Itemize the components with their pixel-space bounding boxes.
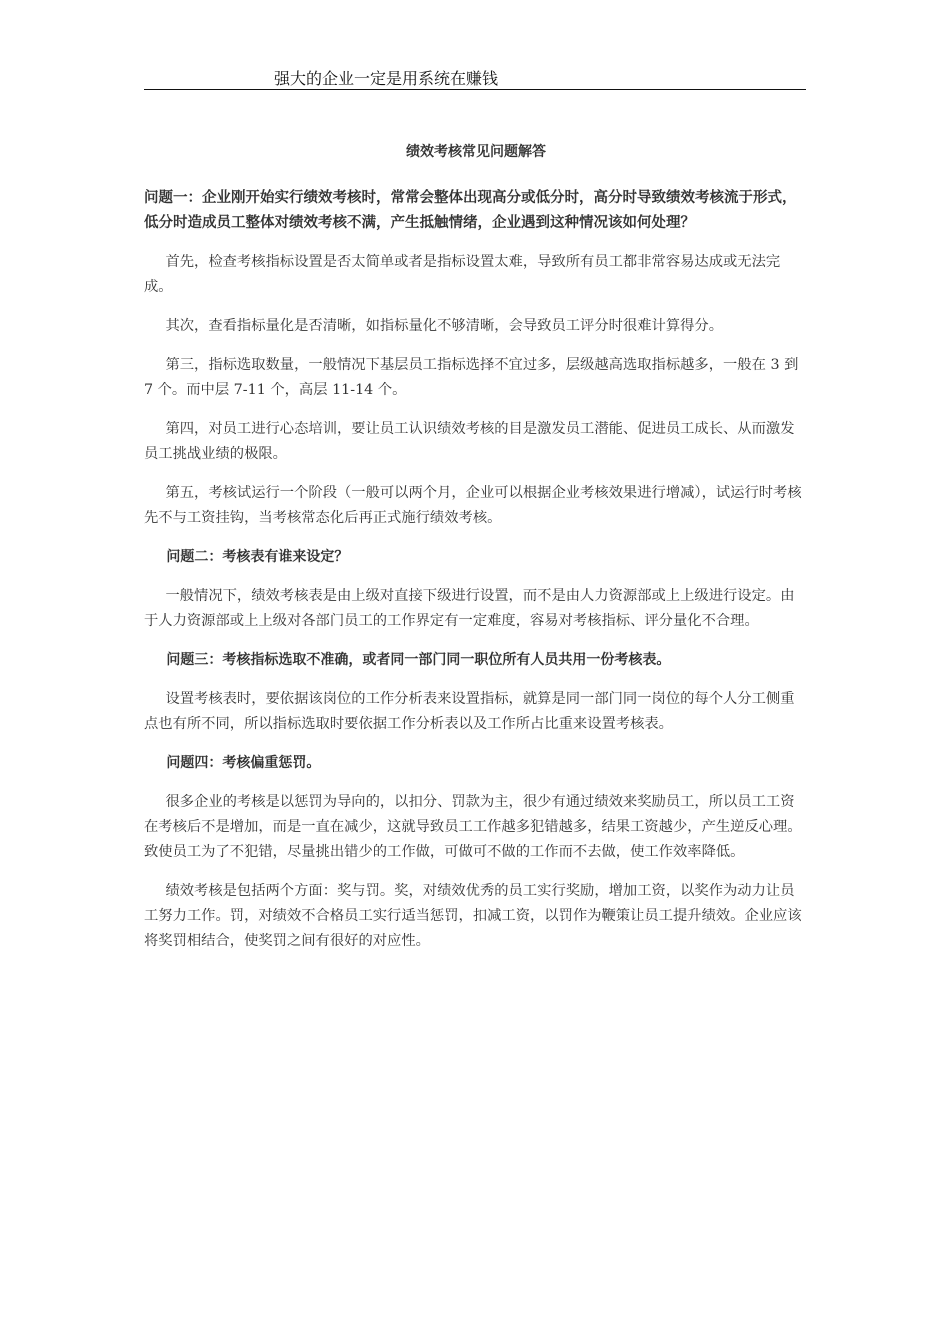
answer-1-paragraph-5: 第五，考核试运行一个阶段（一般可以两个月，企业可以根据企业考核效果进行增减），试运行时考核先不与工资挂钩，当考核常态化后再正式施行绩效考核。 <box>144 485 802 526</box>
question-1: 问题一：企业刚开始实行绩效考核时，常常会整体出现高分或低分时，高分时导致绩效考核流于形式，低分时造成员工整体对绩效考核不满，产生抵触情绪，企业遇到这种情况该如何处理？ <box>144 190 797 231</box>
answer-1-paragraph-4: 第四，对员工进行心态培训，要让员工认识绩效考核的目是激发员工潜能、促进员工成长、从而激发员工挑战业绩的极限。 <box>144 421 795 462</box>
header-divider <box>144 89 806 90</box>
question-3: 问题三：考核指标选取不准确，或者同一部门同一职位所有人员共用一份考核表。 <box>166 652 671 668</box>
question-2: 问题二：考核表有谁来设定？ <box>166 549 349 565</box>
answer-3-paragraph-1: 设置考核表时，要依据该岗位的工作分析表来设置指标，就算是同一部门同一岗位的每个人分工侧重点也有所不同，所以指标选取时要依据工作分析表以及工作所占比重来设置考核表。 <box>144 691 795 732</box>
header-slogan: 强大的企业一定是用系统在赚钱 <box>274 69 499 88</box>
answer-1-paragraph-3: 第三，指标选取数量，一般情况下基层员工指标选择不宜过多，层级越高选取指标越多，一般在 3 到 7 个。而中层 7-11 个，高层 11-14 个。 <box>144 357 799 398</box>
answer-4-paragraph-1: 很多企业的考核是以惩罚为导向的，以扣分、罚款为主，很少有通过绩效来奖励员工，所以员工工资在考核后不是增加，而是一直在减少，这就导致员工工作越多犯错越多，结果工资越少，产生逆反心理。致使员工为了不犯错，尽量挑出错少的工作做，可做可不做的工作而不去做，使工作效率降低。 <box>144 794 802 860</box>
answer-4-paragraph-2: 绩效考核是包括两个方面：奖与罚。奖，对绩效优秀的员工实行奖励，增加工资，以奖作为动力让员工努力工作。罚，对绩效不合格员工实行适当惩罚，扣减工资，以罚作为鞭策让员工提升绩效。企业应该将奖罚相结合，使奖罚之间有很好的对应性。 <box>144 883 802 949</box>
answer-1-paragraph-1: 首先，检查考核指标设置是否太简单或者是指标设置太难，导致所有员工都非常容易达成或无法完成。 <box>144 254 781 295</box>
answer-2-paragraph-1: 一般情况下，绩效考核表是由上级对直接下级进行设置，而不是由人力资源部或上上级进行设定。由于人力资源部或上上级对各部门员工的工作界定有一定难度，容易对考核指标、评分量化不合理。 <box>144 588 795 629</box>
document-title: 绩效考核常见问题解答 <box>406 144 546 160</box>
answer-1-paragraph-2: 其次，查看指标量化是否清晰，如指标量化不够清晰，会导致员工评分时很难计算得分。 <box>165 318 724 334</box>
question-4: 问题四：考核偏重惩罚。 <box>166 755 321 771</box>
document-body <box>144 140 808 968</box>
